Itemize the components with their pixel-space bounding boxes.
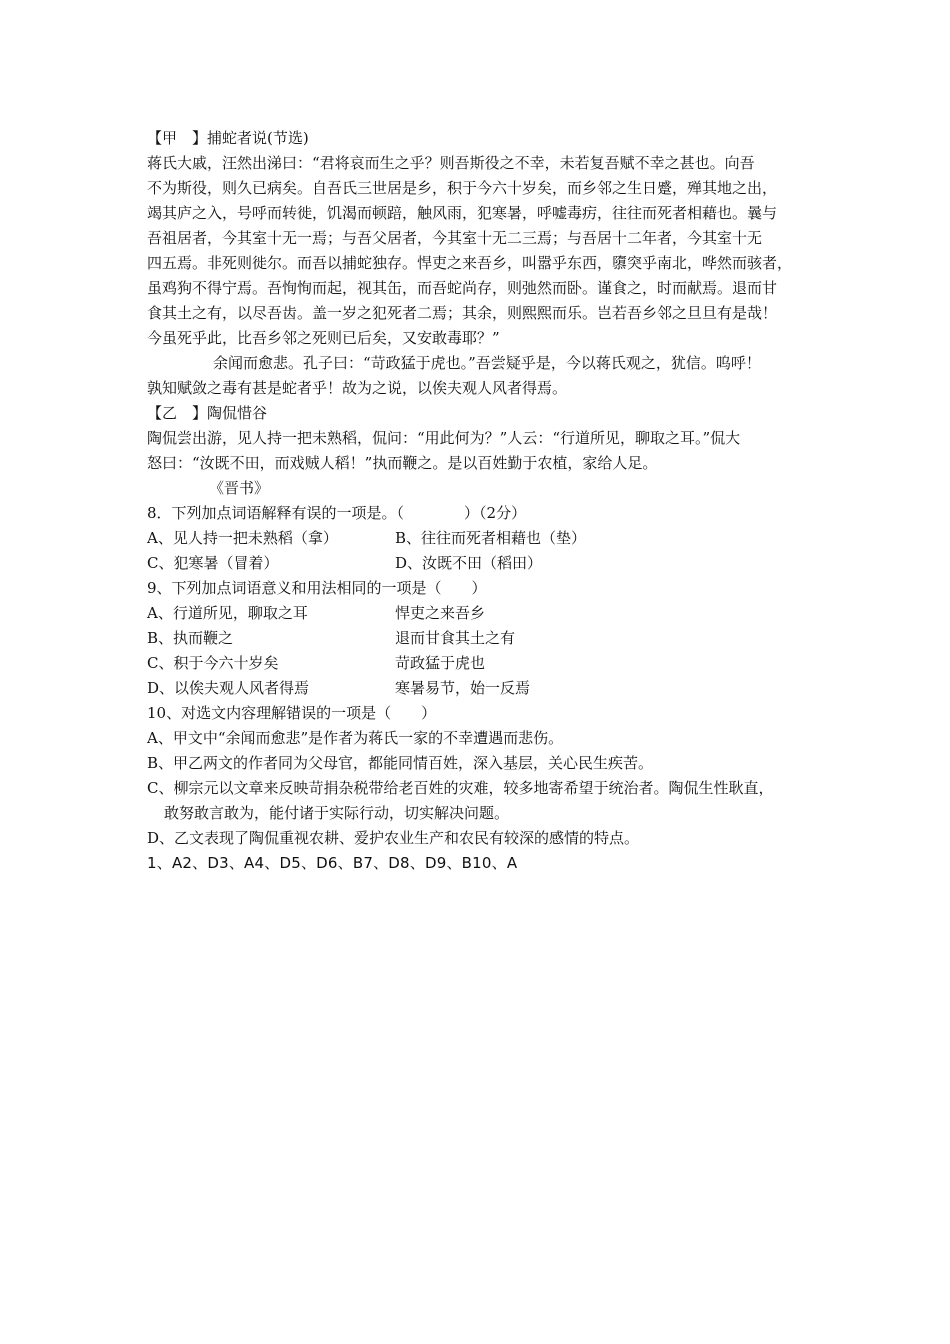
- passage-b-heading: 【乙 】陶侃惜谷: [147, 404, 268, 422]
- question-9-option-c-left: C、积于今六十岁矣: [147, 654, 279, 672]
- question-8-option-a: A、见人持一把未熟稻（拿）: [147, 529, 338, 547]
- question-10-option-d: D、乙文表现了陶侃重视农耕、爱护农业生产和农民有较深的感情的特点。: [147, 829, 640, 847]
- question-10-option-b: B、甲乙两文的作者同为父母官，都能同情百姓，深入基层，关心民生疾苦。: [147, 754, 654, 772]
- question-9-option-b: [147, 626, 827, 651]
- question-9-option-a-right: 悍吏之来吾乡: [395, 604, 486, 622]
- document-content: [147, 126, 827, 876]
- question-9-option-d: [147, 676, 827, 701]
- question-10-option-c-continued: 敢努敢言敢为，能付诸于实际行动，切实解决问题。: [164, 804, 510, 822]
- passage-a-line: 四五焉。非死则徙尔。而吾以捕蛇独存。悍吏之来吾乡，叫嚣乎东西，隳突乎南北，哗然而骇者，: [147, 254, 793, 272]
- passage-a-line: 蒋氏大戚，汪然出涕曰：“君将哀而生之乎？则吾斯役之不幸，未若复吾赋不幸之甚也。向吾: [147, 154, 755, 172]
- passage-a-line: 虽鸡狗不得宁焉。吾恂恂而起，视其缶，而吾蛇尚存，则弛然而卧。谨食之，时而献焉。退而甘: [147, 279, 778, 297]
- passage-b-line: 陶侃尝出游，见人持一把未熟稻，侃问：“用此何为？”人云：“行道所见，聊取之耳。”侃大: [147, 429, 741, 447]
- passage-a-line: 竭其庐之入，号呼而转徙，饥渴而顿踣，触风雨，犯寒暑，呼嘘毒疠，往往而死者相藉也。曩与: [147, 204, 778, 222]
- question-10-stem: 10、对选文内容理解错误的一项是（ ）: [147, 704, 437, 722]
- question-10-option-a: A、甲文中“余闻而愈悲”是作者为蒋氏一家的不幸遭遇而悲伤。: [147, 729, 564, 747]
- passage-a-heading: 【甲 】捕蛇者说(节选): [147, 129, 309, 147]
- question-8-options-row: [147, 551, 827, 576]
- question-9-option-a-left: A、行道所见，聊取之耳: [147, 604, 308, 622]
- question-9-option-b-right: 退而甘食其土之有: [395, 629, 516, 647]
- question-9-option-d-right: 寒暑易节，始一反焉: [395, 679, 531, 697]
- question-8-option-d: D、汝既不田（稻田）: [395, 554, 543, 572]
- question-9-stem: 9、下列加点词语意义和用法相同的一项是（ ）: [147, 579, 487, 597]
- question-9-option-d-left: D、以俟夫观人风者得焉: [147, 679, 310, 697]
- question-8-options-row: [147, 526, 827, 551]
- passage-a-para2-line: 孰知赋敛之毒有甚是蛇者乎！故为之说，以俟夫观人风者得焉。: [147, 379, 568, 397]
- question-9-option-c-right: 苛政猛于虎也: [395, 654, 486, 672]
- question-8-option-c: C、犯寒暑（冒着）: [147, 554, 279, 572]
- passage-b-line: 怒曰：“汝既不田，而戏贼人稻！”执而鞭之。是以百姓勤于农植，家给人足。: [147, 454, 658, 472]
- passage-b-source: 《晋书》: [209, 479, 270, 497]
- passage-a-line: 今虽死乎此，比吾乡邻之死则已后矣，又安敢毒耶？”: [147, 329, 500, 347]
- question-9-option-b-left: B、执而鞭之: [147, 629, 234, 647]
- passage-a-line: 不为斯役，则久已病矣。自吾氏三世居是乡，积于今六十岁矣，而乡邻之生日蹙，殚其地之出，: [147, 179, 778, 197]
- question-10-option-c: C、柳宗元以文章来反映苛捐杂税带给老百姓的灾难，较多地寄希望于统治者。陶侃生性耿直，: [147, 779, 774, 797]
- passage-a-line: 食其土之有，以尽吾齿。盖一岁之犯死者二焉；其余，则熙熙而乐。岂若吾乡邻之旦旦有是哉！: [147, 304, 778, 322]
- question-8-option-b: B、往往而死者相藉也（垫）: [395, 529, 587, 547]
- answer-key: 1、A2、D3、A4、D5、D6、B7、D8、D9、B10、A: [147, 854, 518, 872]
- passage-a-line: 吾祖居者，今其室十无一焉；与吾父居者，今其室十无二三焉；与吾居十二年者，今其室十无: [147, 229, 763, 247]
- question-9-option-a: [147, 601, 827, 626]
- question-8-stem: 8．下列加点词语解释有误的一项是。（ ）（2分）: [147, 504, 527, 522]
- question-9-option-c: [147, 651, 827, 676]
- passage-a-para2-line: 余闻而愈悲。孔子曰：“苛政猛于虎也。”吾尝疑乎是，今以蒋氏观之，犹信。呜呼！: [213, 354, 761, 372]
